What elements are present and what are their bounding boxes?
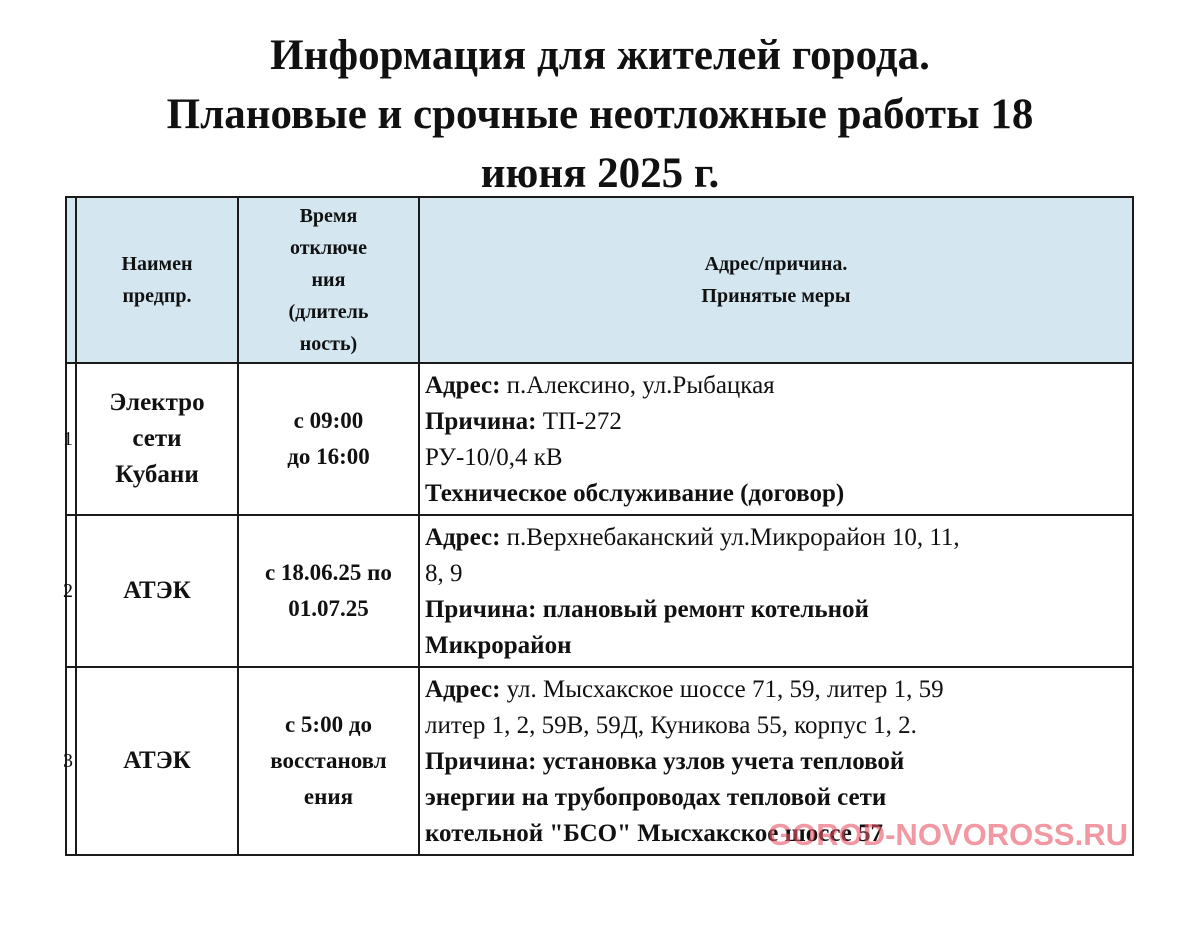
title-line-3: июня 2025 г. [480, 150, 720, 197]
table-row [66, 515, 1133, 667]
address-value: п.Алексино, ул.Рыбацкая [500, 372, 775, 399]
reason-line: энергии на трубопроводах тепловой сети [424, 784, 887, 811]
address-label: Адрес: [424, 372, 501, 399]
org-line: сети [132, 425, 182, 452]
time-line: 01.07.25 [288, 596, 369, 621]
time-line: с 09:00 [293, 408, 364, 433]
address-label: Адрес: [424, 676, 501, 703]
address-line [425, 672, 1126, 708]
reason-label: Причина: [424, 408, 537, 435]
reason-line: Причина: установка узлов учета тепловой [424, 748, 905, 775]
org-line: АТЭК [123, 747, 191, 774]
org-line: АТЭК [123, 577, 191, 604]
org-cell [76, 363, 238, 515]
address-line [425, 368, 1126, 404]
reason-line: котельной "БСО" Мысхакское шоссе 57 [424, 820, 884, 847]
header-org [76, 197, 238, 363]
address-value: ул. Мысхакское шоссе 71, 59, литер 1, 59 [500, 676, 944, 703]
header-org-line: предпр. [122, 285, 192, 307]
address-cell [419, 515, 1133, 667]
title-line-1: Информация для жителей города. [270, 32, 930, 79]
address-line: литер 1, 2, 59В, 59Д, Куникова 55, корпус 1, 2. [424, 712, 917, 739]
measure-text: Техническое обслуживание (договор) [424, 480, 845, 507]
time-line: ения [303, 784, 354, 809]
table-row [66, 363, 1133, 515]
address-line: 8, 9 [424, 560, 463, 587]
header-time-line: отключе [289, 237, 367, 259]
reason-value: ТП-272 [536, 408, 622, 435]
org-cell [76, 515, 238, 667]
row-number: 2 [66, 515, 76, 667]
row-number: 3 [66, 667, 76, 855]
header-time-line: (длитель [288, 301, 369, 323]
org-line: Электро [109, 389, 205, 416]
header-org-line: Наимен [121, 253, 193, 275]
header-num [66, 197, 76, 363]
page-title [60, 26, 1140, 203]
watermark: GOROD-NOVOROSS.RU [768, 817, 1128, 852]
reason-line [425, 404, 1126, 440]
measure-line [425, 476, 1126, 512]
time-cell [238, 667, 419, 855]
org-cell [76, 667, 238, 855]
row-number: 1 [66, 363, 76, 515]
table-header-row [66, 197, 1133, 363]
reason-line: Причина: плановый ремонт котельной [424, 596, 869, 623]
outage-table [65, 196, 1134, 856]
address-line [425, 520, 1126, 556]
time-line: с 18.06.25 по [264, 560, 392, 585]
time-cell [238, 515, 419, 667]
header-time [238, 197, 419, 363]
reason-line: РУ-10/0,4 кВ [424, 444, 563, 471]
header-addr-line: Принятые меры [701, 285, 851, 307]
time-line: до 16:00 [287, 444, 370, 469]
header-time-line: ность) [299, 333, 358, 355]
time-cell [238, 363, 419, 515]
header-addr-line: Адрес/причина. [704, 253, 848, 275]
header-time-line: Время [299, 205, 358, 227]
reason-line: Микрорайон [424, 632, 572, 659]
title-line-2: Плановые и срочные неотложные работы 18 [166, 91, 1034, 138]
header-addr [419, 197, 1133, 363]
address-label: Адрес: [424, 524, 501, 551]
address-value: п.Верхнебаканский ул.Микрорайон 10, 11, [500, 524, 960, 551]
time-line: восстановл [270, 748, 387, 773]
org-line: Кубани [115, 461, 199, 488]
address-cell [419, 363, 1133, 515]
header-time-line: ния [311, 269, 346, 291]
time-line: с 5:00 до [284, 712, 372, 737]
